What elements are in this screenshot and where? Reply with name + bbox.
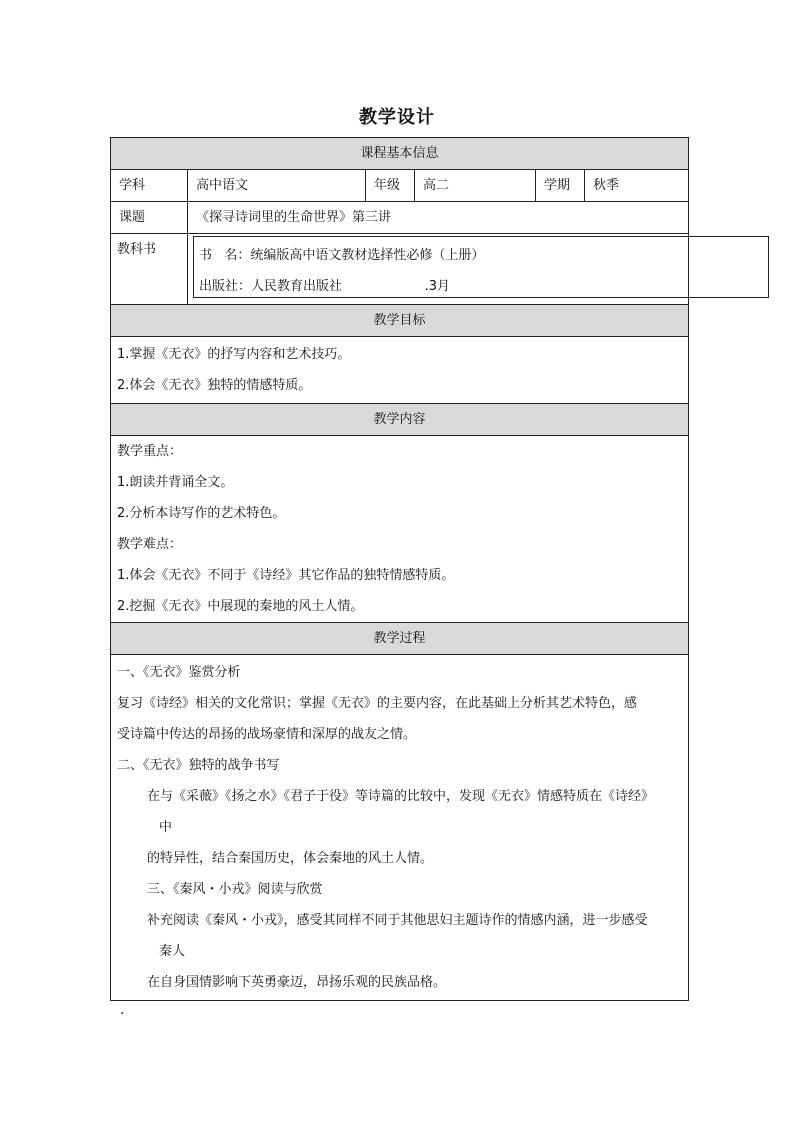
- objectives-row: [111, 337, 689, 404]
- footer-dot: .: [120, 1002, 125, 1018]
- content-row: [111, 436, 689, 623]
- topic-label: 课题: [111, 202, 188, 234]
- objective-item: 2.体会《无衣》独特的情感特质。: [117, 378, 312, 393]
- process-line: 复习《诗经》相关的文化常识；掌握《无衣》的主要内容，在此基础上分析其艺术特色，感: [117, 696, 638, 711]
- process-header-row: [111, 623, 689, 655]
- topic-value: 《探寻诗词里的生命世界》第三讲: [188, 202, 689, 234]
- process-line: 受诗篇中传达的昂扬的战场豪情和深厚的战友之情。: [117, 727, 417, 742]
- process-cell: [111, 655, 689, 1001]
- process-line: 补充阅读《秦风・小戎》，感受其同样不同于其他思妇主题诗作的情感内涵，进一步感受: [147, 913, 648, 928]
- term-label: 学期: [536, 170, 585, 202]
- content-line: 教学重点：: [117, 444, 183, 459]
- content-line: 1.朗读并背诵全文。: [117, 475, 234, 490]
- process-line: 的特异性，结合秦国历史，体会秦地的风土人情。: [147, 851, 434, 866]
- process-header: 教学过程: [111, 623, 689, 655]
- content-header: 教学内容: [111, 404, 689, 436]
- objective-item: 1.掌握《无衣》的抒写内容和艺术技巧。: [117, 347, 351, 362]
- textbook-book-name: 书 名：统编版高中语文教材选择性必修（上册）: [199, 248, 485, 263]
- subject-value: 高中语文: [188, 170, 366, 202]
- objectives-header-row: [111, 305, 689, 337]
- content-line: 1.体会《无衣》不同于《诗经》其它作品的独特情感特质。: [117, 568, 455, 583]
- content-line: 2.分析本诗写作的艺术特色。: [117, 506, 286, 521]
- grade-label: 年级: [366, 170, 415, 202]
- objectives-cell: [111, 337, 689, 404]
- content-cell: [111, 436, 689, 623]
- grade-value: 高二: [415, 170, 536, 202]
- basic-info-header: 课程基本信息: [111, 138, 689, 170]
- process-line: 中: [159, 820, 173, 835]
- content-line: 2.挖掘《无衣》中展现的秦地的风土人情。: [117, 599, 364, 614]
- textbook-publisher: 出版社：人民教育出版社 .3月: [199, 279, 451, 294]
- subject-grade-term-row: [111, 170, 689, 202]
- process-line: 秦人: [159, 944, 186, 959]
- process-section-heading: 一、《无衣》鉴赏分析: [117, 665, 241, 680]
- process-row: [111, 655, 689, 1001]
- topic-row: [111, 202, 689, 234]
- objectives-header: 教学目标: [111, 305, 689, 337]
- content-header-row: [111, 404, 689, 436]
- process-line: 在与《采薇》《扬之水》《君子于役》等诗篇的比较中，发现《无衣》情感特质在《诗经》: [147, 789, 655, 804]
- process-section-heading: 三、《秦风・小戎》阅读与欣赏: [147, 882, 323, 897]
- document-title: 教学设计: [359, 107, 435, 128]
- term-value: 秋季: [585, 170, 689, 202]
- process-section-heading: 二、《无衣》独特的战争书写: [117, 758, 280, 773]
- process-line: 在自身国情影响下英勇豪迈，昂扬乐观的民族品格。: [147, 975, 447, 990]
- content-line: 教学难点：: [117, 537, 183, 552]
- subject-label: 学科: [111, 170, 188, 202]
- textbook-label: 教科书: [111, 234, 188, 305]
- basic-info-header-row: [111, 138, 689, 170]
